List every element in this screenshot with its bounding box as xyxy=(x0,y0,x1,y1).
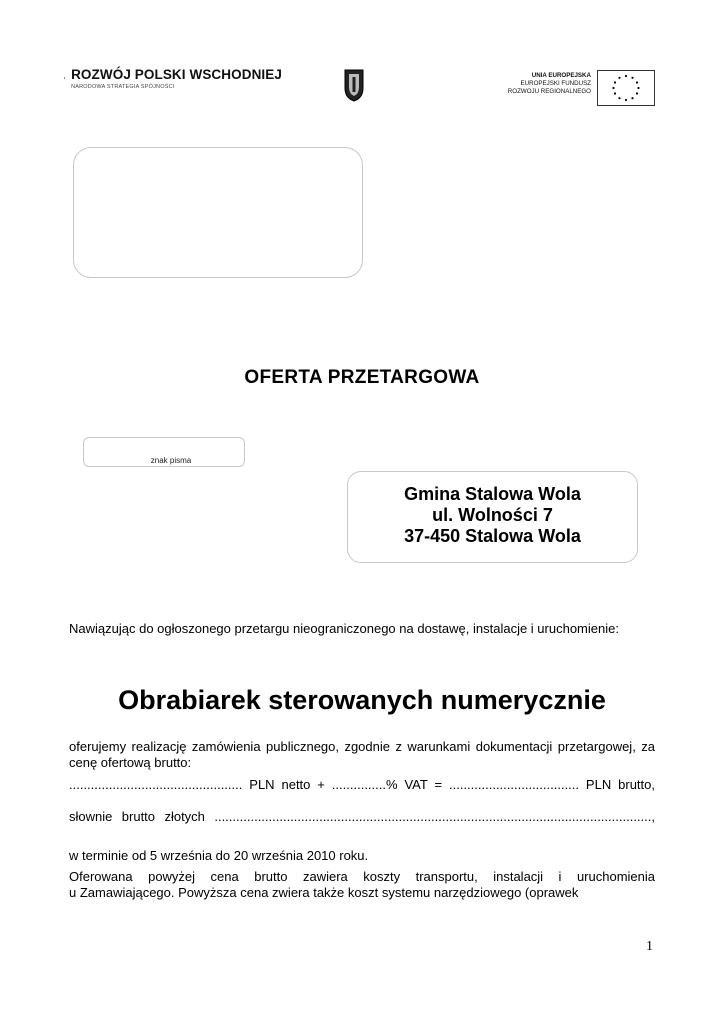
crest-icon xyxy=(343,66,365,102)
tender-subject: Obrabiarek sterowanych numerycznie xyxy=(118,685,606,715)
reference-number-label: znak pisma xyxy=(150,456,192,465)
rozwoj-polski-wschodniej-logo-icon xyxy=(64,54,65,102)
eu-funding-label xyxy=(497,72,591,96)
intro-text: Nawiązując do ogłoszonego przetargu nieograniczonego na dostawę, instalacje i uruchomienie: xyxy=(69,621,619,636)
logo-title: ROZWÓJ POLSKI WSCHODNIEJ xyxy=(71,66,282,82)
offer-line-2: cenę ofertową brutto: xyxy=(69,755,192,770)
recipient-box xyxy=(347,471,638,563)
price-line xyxy=(69,777,655,793)
logo-subtitle: NARODOWA STRATEGIA SPÓJNOŚCI xyxy=(71,83,175,90)
price-in-words-line xyxy=(69,809,655,825)
eu-line-3: ROZWOJU REGIONALNEGO xyxy=(507,88,591,95)
deadline-line: w terminie od 5 września do 20 września 2010 roku. xyxy=(69,848,369,863)
costs-line-2: u Zamawiającego. Powyższa cena zwiera także koszt systemu narzędziowego (oprawek xyxy=(69,885,579,900)
recipient-city: 37-450 Stalowa Wola xyxy=(404,526,581,546)
price-line-text: ................................................ PLN netto + ...............% VAT = .................................... PLN brutto, xyxy=(69,777,655,792)
costs-line-1: Oferowana powyżej cena brutto zawiera koszty transportu, instalacji i uruchomienia xyxy=(69,869,655,884)
eu-line-1: UNIA EUROPEJSKA xyxy=(531,72,591,79)
rozwoj-polski-wschodniej-logo xyxy=(64,50,282,106)
price-in-words-text: słownie brutto złotych ........................................................................................................................., xyxy=(69,809,655,824)
eu-line-2: EUROPEJSKI FUNDUSZ xyxy=(520,80,591,87)
recipient-street: ul. Wolności 7 xyxy=(432,505,553,525)
offer-line-1: oferujemy realizację zamówienia publicznego, zgodnie z warunkami dokumentacji przetargowej, za xyxy=(69,739,655,754)
costs-paragraph xyxy=(69,869,655,901)
recipient-name: Gmina Stalowa Wola xyxy=(404,484,581,504)
offer-paragraph xyxy=(69,739,655,771)
page-number: 1 xyxy=(646,939,653,954)
eu-flag-icon xyxy=(597,70,655,106)
sender-address-box xyxy=(73,147,363,278)
document-title: OFERTA PRZETARGOWA xyxy=(244,367,480,388)
